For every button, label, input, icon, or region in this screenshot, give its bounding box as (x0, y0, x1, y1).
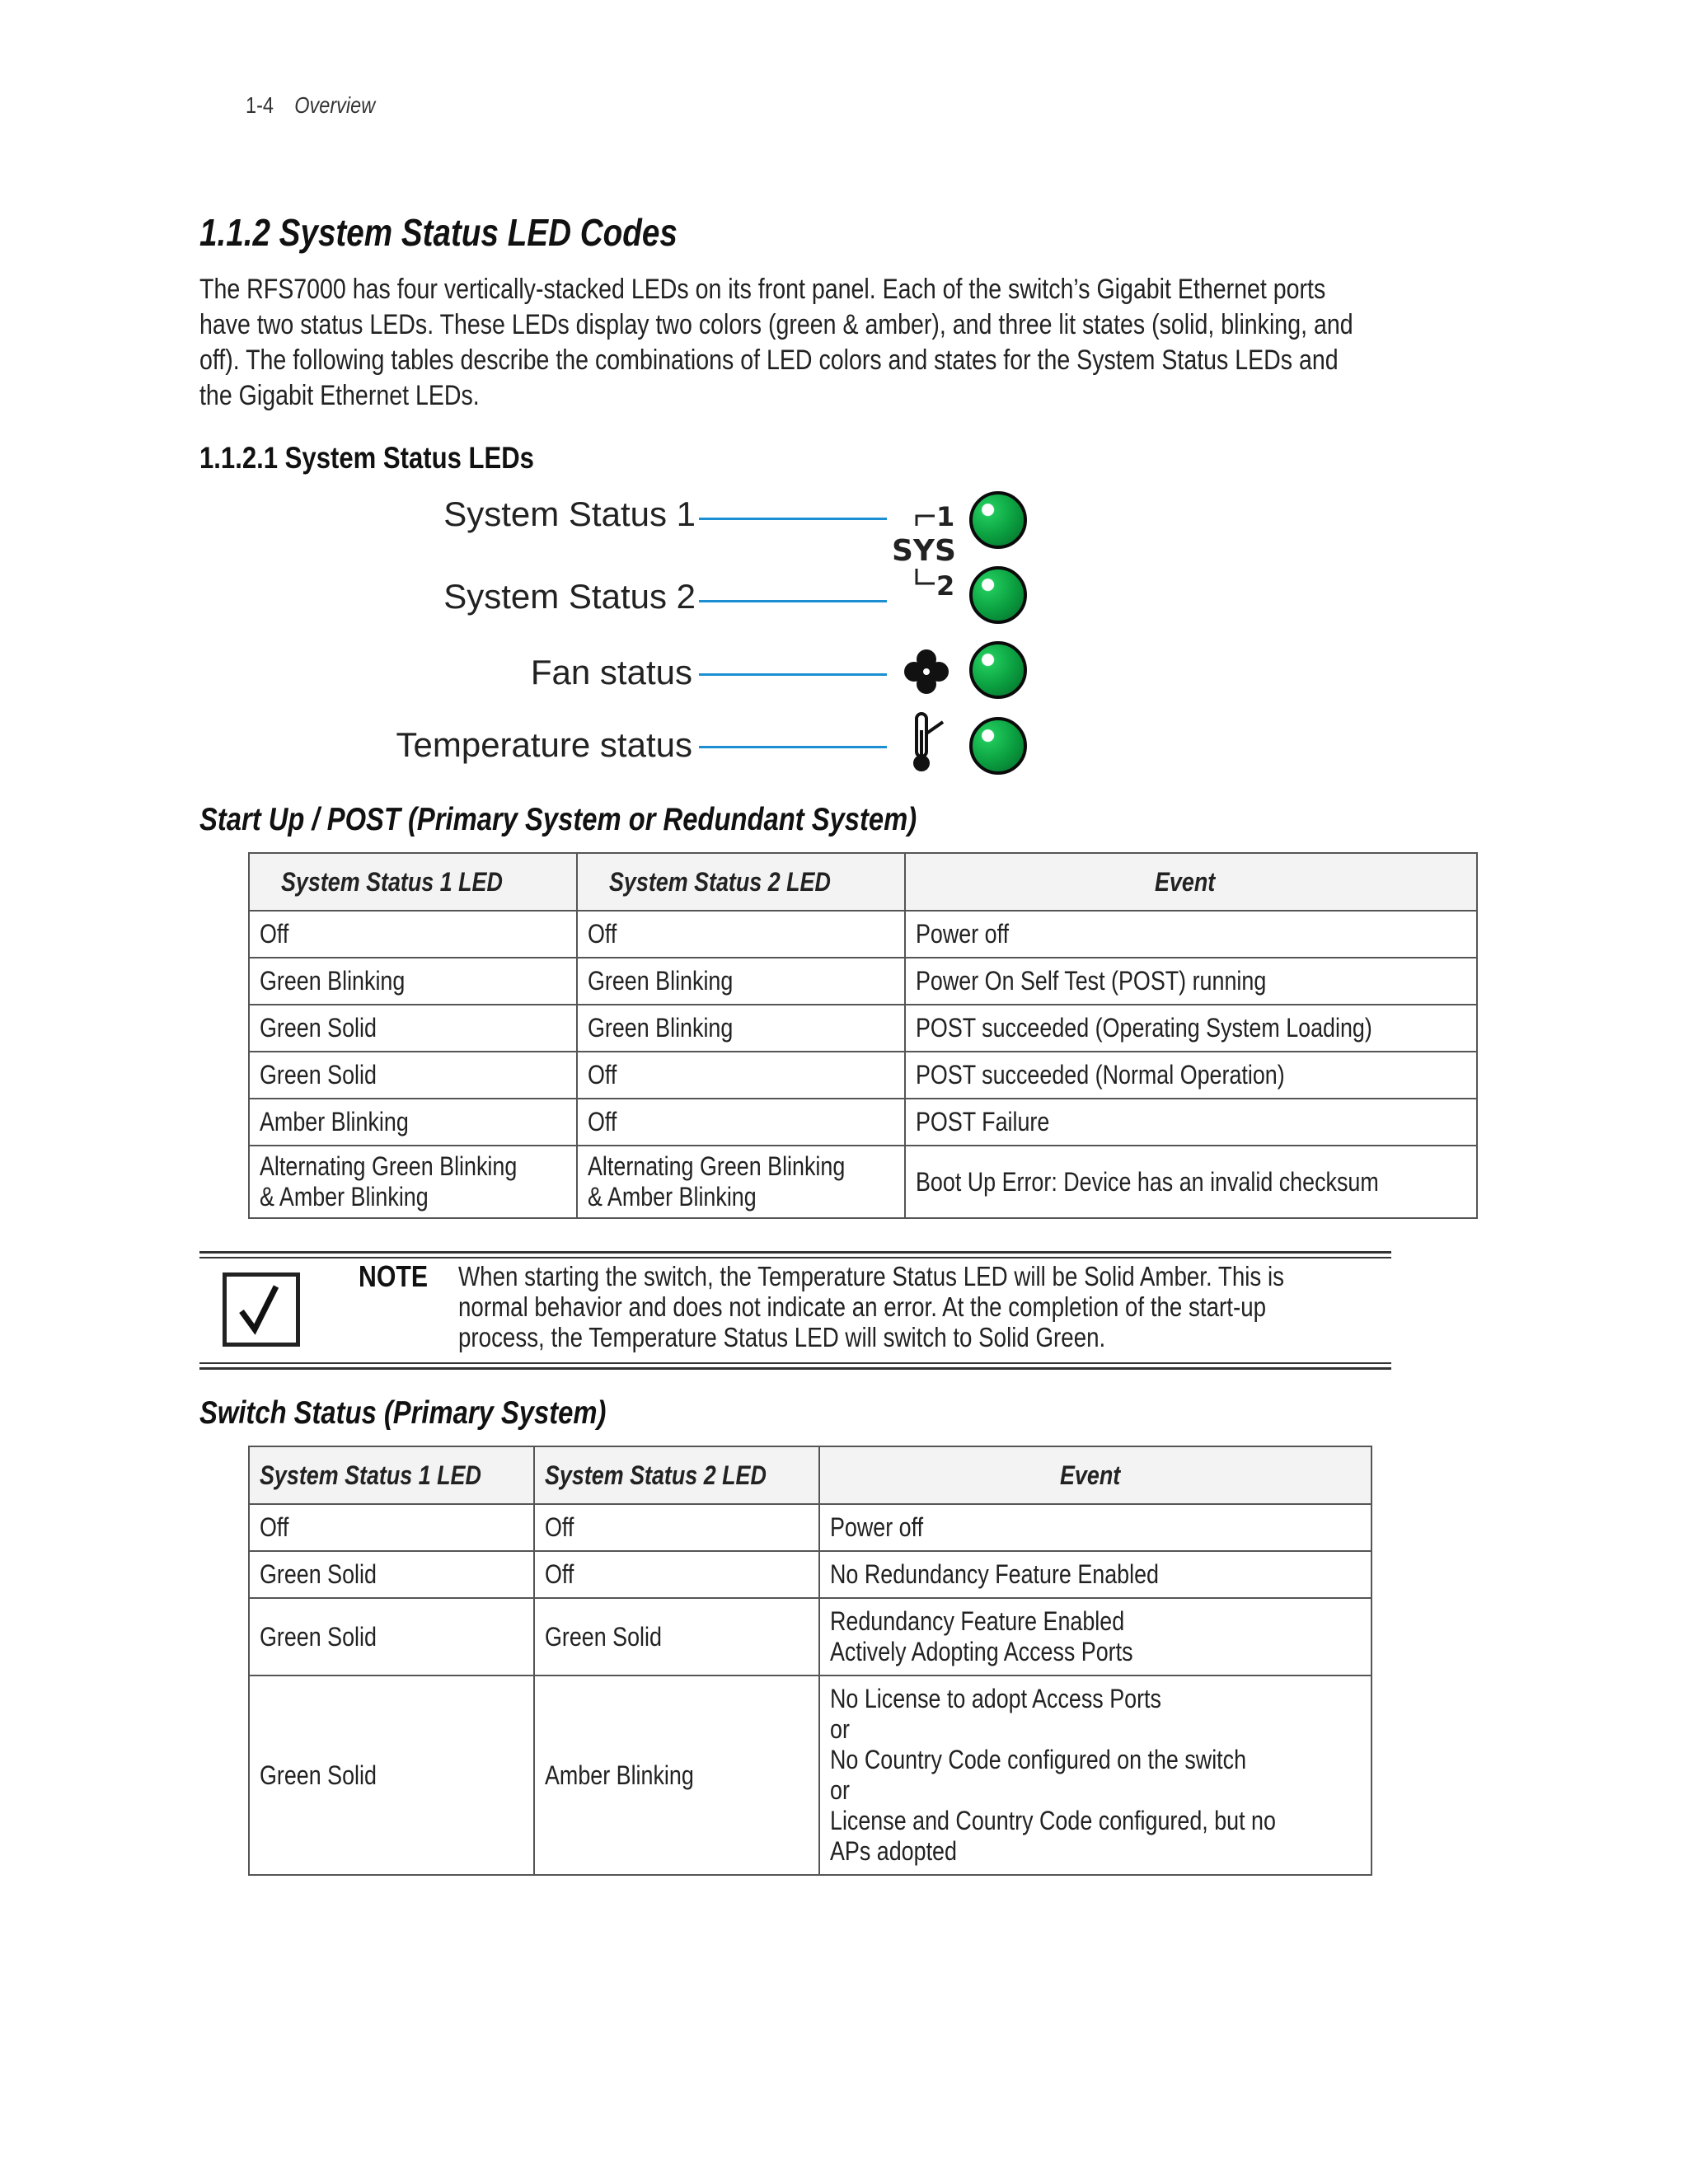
fan-icon (901, 646, 952, 697)
label-system-status-1: System Status 1 (443, 494, 696, 533)
chapter-title: Overview (294, 92, 376, 118)
note-label: NOTE (359, 1259, 429, 1293)
startup-table-title: Start Up / POST (Primary System or Redundant System) (199, 802, 917, 837)
table-cell: Green Solid (249, 1005, 577, 1052)
table-cell: POST succeeded (Operating System Loading) (905, 1005, 1478, 1052)
table-cell: Green Solid (249, 1551, 534, 1598)
sys-label: SYS (892, 534, 956, 568)
table-cell: Power off (905, 911, 1478, 958)
table-cell: Boot Up Error: Device has an invalid checksum (905, 1146, 1478, 1218)
note-rule-top (199, 1251, 1391, 1254)
subsection-title: 1.1.2.1 System Status LEDs (199, 441, 534, 475)
table-row (249, 958, 1477, 1005)
table-cell: Alternating Green Blinking & Amber Blinking (249, 1146, 577, 1218)
table-cell: Off (577, 911, 905, 958)
intro-line: the Gigabit Ethernet LEDs. (199, 380, 480, 411)
table-cell: POST Failure (905, 1099, 1478, 1146)
note-box (199, 1251, 1391, 1370)
led-temperature-status (969, 717, 1027, 775)
table-cell: Off (249, 1504, 534, 1551)
label-temperature-status: Temperature status (396, 725, 692, 764)
intro-line: The RFS7000 has four vertically-stacked LEDs on its front panel. Each of the switch’s Gigabit Ethernet ports (199, 274, 1326, 305)
table-row (249, 1504, 1372, 1551)
table-row (249, 1005, 1477, 1052)
switch-table (248, 1446, 1372, 1876)
header-cell: System Status 1 LED (249, 853, 577, 911)
table-cell: Alternating Green Blinking & Amber Blinking (577, 1146, 905, 1218)
header-cell: System Status 2 LED (534, 1446, 819, 1504)
checkmark-icon (223, 1272, 300, 1347)
table-cell: POST succeeded (Normal Operation) (905, 1052, 1478, 1099)
led-system-status-2 (969, 566, 1027, 624)
table-cell: Off (577, 1052, 905, 1099)
table-cell: Power off (819, 1504, 1372, 1551)
table-cell: Off (577, 1099, 905, 1146)
intro-line: have two status LEDs. These LEDs display two colors (green & amber), and three lit states (solid, blinking, and (199, 309, 1353, 340)
callout-line-1 (699, 518, 887, 520)
sys-num-2: 2 (936, 570, 955, 602)
led-fan-status (969, 641, 1027, 699)
section-title: 1.1.2 System Status LED Codes (199, 211, 678, 254)
table-row (249, 1675, 1372, 1875)
header-cell: Event (819, 1446, 1372, 1504)
intro-paragraph (199, 272, 1452, 414)
table-cell: Off (534, 1504, 819, 1551)
led-system-status-1 (969, 491, 1027, 549)
note-text: When starting the switch, the Temperature Status LED will be Solid Amber. This is normal behavior and does not indicate an error. At the completion of the start-up process, the Temperature Status LED will switch to Solid Green. (458, 1261, 1284, 1352)
sys-bracket-icon (913, 504, 938, 603)
table-header-row (249, 1446, 1372, 1504)
table-cell: Green Blinking (577, 958, 905, 1005)
table-row (249, 911, 1477, 958)
header-cell: System Status 1 LED (249, 1446, 534, 1504)
sys-num-1: 1 (936, 501, 955, 532)
header-cell: Event (905, 853, 1478, 911)
table-cell: Amber Blinking (534, 1675, 819, 1875)
table-cell: Redundancy Feature Enabled Actively Adopting Access Ports (819, 1598, 1372, 1675)
table-cell: Off (249, 911, 577, 958)
note-rule-bottom (199, 1367, 1391, 1370)
table-cell: No License to adopt Access Ports or No Country Code configured on the switch or License and Country Code configured, but no APs adopted (819, 1675, 1372, 1875)
page-number: 1-4 (246, 92, 274, 118)
table-row (249, 1146, 1477, 1218)
table-header-row (249, 853, 1477, 911)
table-row (249, 1099, 1477, 1146)
header-cell: System Status 2 LED (577, 853, 905, 911)
table-row (249, 1598, 1372, 1675)
callout-line-3 (699, 673, 887, 676)
label-system-status-2: System Status 2 (443, 577, 696, 616)
table-cell: Amber Blinking (249, 1099, 577, 1146)
running-header (246, 92, 400, 119)
table-cell: Green Solid (249, 1598, 534, 1675)
intro-line: off). The following tables describe the combinations of LED colors and states for the System Status LEDs and (199, 344, 1339, 376)
label-fan-status: Fan status (530, 653, 692, 691)
table-cell: No Redundancy Feature Enabled (819, 1551, 1372, 1598)
startup-table (248, 852, 1478, 1219)
table-cell: Green Solid (249, 1675, 534, 1875)
table-cell: Green Blinking (249, 958, 577, 1005)
table-cell: Green Solid (534, 1598, 819, 1675)
callout-line-2 (699, 600, 887, 602)
table-row (249, 1052, 1477, 1099)
switch-table-title: Switch Status (Primary System) (199, 1395, 607, 1431)
thermometer-icon (908, 712, 950, 773)
note-rule-top-inner (199, 1257, 1391, 1258)
table-cell: Power On Self Test (POST) running (905, 958, 1478, 1005)
table-row (249, 1551, 1372, 1598)
note-rule-bottom-inner (199, 1362, 1391, 1364)
callout-line-4 (699, 746, 887, 748)
table-cell: Green Blinking (577, 1005, 905, 1052)
table-cell: Green Solid (249, 1052, 577, 1099)
table-cell: Off (534, 1551, 819, 1598)
